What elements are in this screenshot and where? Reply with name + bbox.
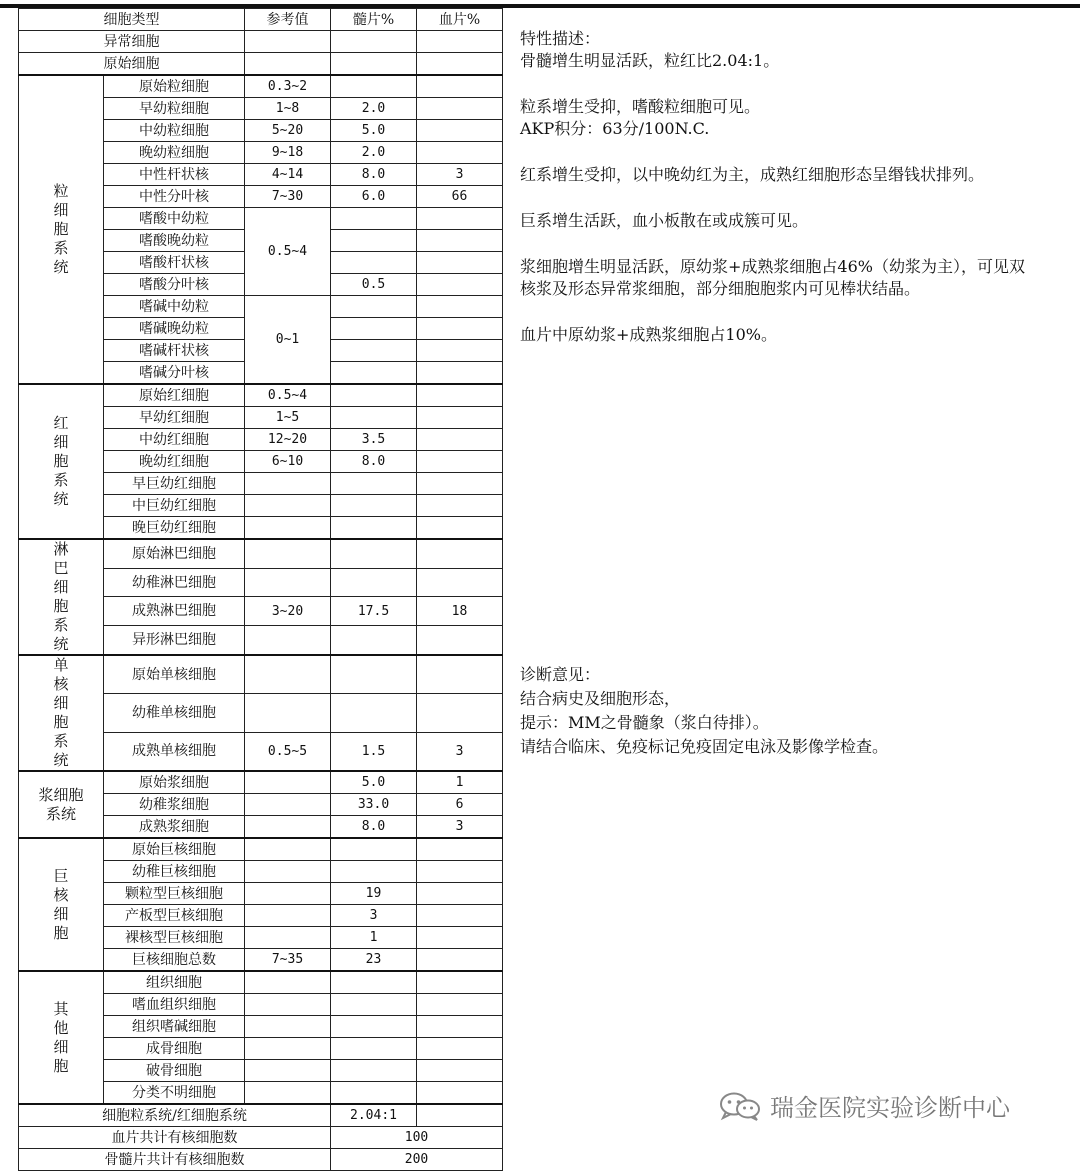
ref-cell: 0.3~2 [245, 75, 331, 98]
ref-cell: 12~20 [245, 429, 331, 451]
description-paragraph: 巨系增生活跃，血小板散在或成簇可见。 [520, 211, 809, 230]
blood-cell [417, 1016, 503, 1038]
blood-cell [417, 1038, 503, 1060]
ref-cell [245, 794, 331, 816]
blood-cell [417, 495, 503, 517]
row-label: 异形淋巴细胞 [104, 626, 245, 655]
row-label: 中性杆状核 [104, 164, 245, 186]
diagnosis-line: 结合病史及细胞形态， [520, 689, 681, 708]
ref-cell [245, 1060, 331, 1082]
marrow-cell [331, 473, 417, 495]
group-label [19, 771, 104, 838]
marrow-cell: 3.5 [331, 429, 417, 451]
group-label-text: 其他细胞 [53, 999, 69, 1075]
blood-cell: 6 [417, 794, 503, 816]
marrow-cell: 17.5 [331, 597, 417, 626]
row-label: 嗜酸中幼粒 [104, 208, 245, 230]
ref-cell: 5~20 [245, 120, 331, 142]
blood-cell [417, 838, 503, 861]
marrow-cell [331, 838, 417, 861]
header-cell-type: 细胞类型 [19, 9, 245, 31]
summary-value: 2.04:1 [331, 1104, 417, 1127]
blood-cell [417, 626, 503, 655]
ref-cell [245, 861, 331, 883]
marrow-cell: 23 [331, 949, 417, 972]
marrow-cell [331, 495, 417, 517]
marrow-cell [331, 971, 417, 994]
blood-cell [417, 362, 503, 385]
marrow-cell: 1 [331, 927, 417, 949]
row-label: 巨核细胞总数 [104, 949, 245, 972]
blood-cell [417, 274, 503, 296]
ref-cell: 1~8 [245, 98, 331, 120]
ref-cell [245, 927, 331, 949]
marrow-cell: 8.0 [331, 164, 417, 186]
ref-cell: 0.5~5 [245, 732, 331, 771]
blood-cell [417, 230, 503, 252]
ref-cell: 1~5 [245, 407, 331, 429]
table-row [19, 771, 503, 794]
marrow-cell [331, 1038, 417, 1060]
bone-marrow-table [18, 8, 503, 1171]
ref-cell [245, 539, 331, 568]
row-label: 嗜碱杆状核 [104, 340, 245, 362]
row-label: 原始粒细胞 [104, 75, 245, 98]
ref-cell [245, 517, 331, 540]
row-label: 嗜碱晚幼粒 [104, 318, 245, 340]
marrow-cell: 6.0 [331, 186, 417, 208]
marrow-cell [331, 568, 417, 597]
table-row [19, 31, 503, 53]
summary-value: 200 [331, 1149, 503, 1171]
row-label: 成熟浆细胞 [104, 816, 245, 839]
diagnosis-line: 请结合临床、免疫标记免疫固定电泳及影像学检查。 [520, 737, 889, 756]
marrow-cell [331, 75, 417, 98]
ref-cell [245, 31, 331, 53]
ref-cell: 7~35 [245, 949, 331, 972]
blood-cell: 66 [417, 186, 503, 208]
summary-row [19, 1104, 503, 1127]
ref-cell: 0~1 [245, 296, 331, 385]
row-label: 原始红细胞 [104, 384, 245, 407]
ref-cell [245, 994, 331, 1016]
row-label: 早巨幼红细胞 [104, 473, 245, 495]
blood-cell [417, 473, 503, 495]
blood-cell [417, 429, 503, 451]
row-label: 原始单核细胞 [104, 655, 245, 694]
row-label: 晚幼粒细胞 [104, 142, 245, 164]
row-label: 嗜血组织细胞 [104, 994, 245, 1016]
description-paragraph: 浆细胞增生明显活跃，原幼浆+成熟浆细胞占46%（幼浆为主），可见双核浆及形态异常浆细胞，部分细胞胞浆内可见棒状结晶。 [520, 257, 1025, 298]
marrow-cell: 8.0 [331, 816, 417, 839]
summary-row [19, 1127, 503, 1149]
group-label-text: 浆细胞系统 [38, 785, 84, 823]
marrow-cell [331, 1016, 417, 1038]
marrow-cell [331, 208, 417, 230]
row-label: 中巨幼红细胞 [104, 495, 245, 517]
diagnosis-section [520, 663, 1050, 759]
ref-cell [245, 473, 331, 495]
blood-cell [417, 407, 503, 429]
row-label: 幼稚巨核细胞 [104, 861, 245, 883]
table-row [19, 838, 503, 861]
marrow-cell [331, 230, 417, 252]
blood-cell: 1 [417, 771, 503, 794]
description-paragraph: 骨髓增生明显活跃，粒红比2.04:1。 [520, 51, 780, 70]
marrow-cell: 5.0 [331, 771, 417, 794]
ref-cell: 6~10 [245, 451, 331, 473]
ref-cell [245, 495, 331, 517]
header-blood: 血片% [417, 9, 503, 31]
blood-cell [417, 384, 503, 407]
marrow-cell [331, 53, 417, 76]
group-label [19, 384, 104, 539]
blood-cell: 3 [417, 732, 503, 771]
description-section [520, 28, 1040, 370]
wechat-icon [718, 1091, 762, 1121]
blood-cell [417, 208, 503, 230]
blood-cell [417, 75, 503, 98]
row-label: 幼稚淋巴细胞 [104, 568, 245, 597]
blood-cell [417, 340, 503, 362]
marrow-cell [331, 1082, 417, 1105]
row-label: 分类不明细胞 [104, 1082, 245, 1105]
blood-cell [417, 1060, 503, 1082]
marrow-cell [331, 655, 417, 694]
marrow-cell [331, 407, 417, 429]
blood-cell [417, 568, 503, 597]
blood-cell [417, 120, 503, 142]
marrow-cell [331, 539, 417, 568]
ref-cell: 0.5~4 [245, 208, 331, 296]
row-label: 晚幼红细胞 [104, 451, 245, 473]
blood-cell [417, 905, 503, 927]
ref-cell [245, 1082, 331, 1105]
blood-cell [417, 142, 503, 164]
blood-cell [417, 31, 503, 53]
marrow-cell [331, 1060, 417, 1082]
blood-cell [417, 883, 503, 905]
row-label: 原始浆细胞 [104, 771, 245, 794]
ref-cell: 3~20 [245, 597, 331, 626]
row-label: 幼稚单核细胞 [104, 694, 245, 732]
row-label: 幼稚浆细胞 [104, 794, 245, 816]
ref-cell [245, 1016, 331, 1038]
description-title: 特性描述： [520, 29, 601, 48]
row-label: 晚巨幼红细胞 [104, 517, 245, 540]
blood-cell [417, 971, 503, 994]
row-label: 裸核型巨核细胞 [104, 927, 245, 949]
marrow-cell: 2.0 [331, 142, 417, 164]
row-label: 原始淋巴细胞 [104, 539, 245, 568]
marrow-cell: 0.5 [331, 274, 417, 296]
group-label-text: 红细胞系统 [53, 414, 69, 508]
table-row [19, 384, 503, 407]
blood-cell [417, 1082, 503, 1105]
blood-cell [417, 927, 503, 949]
row-label: 嗜碱中幼粒 [104, 296, 245, 318]
watermark-text: 瑞金医院实验诊断中心 [770, 1094, 1010, 1122]
row-label: 中幼粒细胞 [104, 120, 245, 142]
row-label: 原始细胞 [19, 53, 245, 76]
ref-cell [245, 53, 331, 76]
blood-cell [417, 861, 503, 883]
row-label: 颗粒型巨核细胞 [104, 883, 245, 905]
group-label [19, 838, 104, 971]
marrow-cell [331, 994, 417, 1016]
row-label: 嗜酸杆状核 [104, 252, 245, 274]
blood-cell [417, 539, 503, 568]
row-label: 嗜酸晚幼粒 [104, 230, 245, 252]
ref-cell [245, 694, 331, 732]
marrow-cell [331, 340, 417, 362]
row-label: 早幼红细胞 [104, 407, 245, 429]
marrow-cell: 33.0 [331, 794, 417, 816]
ref-cell [245, 568, 331, 597]
marrow-cell [331, 31, 417, 53]
ref-cell [245, 883, 331, 905]
description-paragraph: 血片中原幼浆+成熟浆细胞占10%。 [520, 325, 777, 344]
group-label-text: 单核细胞系统 [53, 656, 69, 769]
blood-cell [417, 451, 503, 473]
row-label: 成熟淋巴细胞 [104, 597, 245, 626]
marrow-cell [331, 318, 417, 340]
marrow-cell [331, 252, 417, 274]
marrow-cell: 3 [331, 905, 417, 927]
marrow-cell [331, 296, 417, 318]
marrow-cell [331, 384, 417, 407]
group-label-text: 淋巴细胞系统 [53, 540, 69, 653]
ref-cell: 0.5~4 [245, 384, 331, 407]
marrow-cell: 1.5 [331, 732, 417, 771]
blood-cell [417, 655, 503, 694]
group-label-text: 粒细胞系统 [53, 182, 69, 276]
row-label: 破骨细胞 [104, 1060, 245, 1082]
ref-cell [245, 655, 331, 694]
blood-cell [417, 694, 503, 732]
marrow-cell [331, 517, 417, 540]
summary-empty [417, 1104, 503, 1127]
row-label: 嗜碱分叶核 [104, 362, 245, 385]
ref-cell [245, 838, 331, 861]
header-reference: 参考值 [245, 9, 331, 31]
table-row [19, 75, 503, 98]
ref-cell [245, 1038, 331, 1060]
summary-label: 骨髓片共计有核细胞数 [19, 1149, 331, 1171]
summary-row [19, 1149, 503, 1171]
group-label [19, 75, 104, 384]
marrow-cell: 19 [331, 883, 417, 905]
row-label: 早幼粒细胞 [104, 98, 245, 120]
summary-label: 血片共计有核细胞数 [19, 1127, 331, 1149]
row-label: 中性分叶核 [104, 186, 245, 208]
marrow-cell: 8.0 [331, 451, 417, 473]
description-paragraph: 红系增生受抑，以中晚幼红为主，成熟红细胞形态呈缗钱状排列。 [520, 165, 985, 184]
row-label: 产板型巨核细胞 [104, 905, 245, 927]
row-label: 中幼红细胞 [104, 429, 245, 451]
diagnosis-title: 诊断意见： [520, 665, 601, 684]
marrow-cell [331, 861, 417, 883]
table-row [19, 655, 503, 694]
row-label: 成熟单核细胞 [104, 732, 245, 771]
row-label: 异常细胞 [19, 31, 245, 53]
blood-cell [417, 252, 503, 274]
blood-cell [417, 517, 503, 540]
blood-cell [417, 98, 503, 120]
row-label: 组织细胞 [104, 971, 245, 994]
row-label: 组织嗜碱细胞 [104, 1016, 245, 1038]
blood-cell: 3 [417, 164, 503, 186]
group-label-text: 巨核细胞 [53, 866, 69, 942]
ref-cell: 7~30 [245, 186, 331, 208]
ref-cell [245, 626, 331, 655]
marrow-cell: 2.0 [331, 98, 417, 120]
blood-cell [417, 994, 503, 1016]
table-header-row [19, 9, 503, 31]
diagnosis-line: 提示：MM之骨髓象（浆白待排）。 [520, 713, 769, 732]
ref-cell [245, 771, 331, 794]
row-label: 原始巨核细胞 [104, 838, 245, 861]
description-paragraph: 粒系增生受抑，嗜酸粒细胞可见。 AKP积分：63分/100N.C. [520, 97, 761, 138]
blood-cell [417, 318, 503, 340]
ref-cell: 4~14 [245, 164, 331, 186]
marrow-cell [331, 626, 417, 655]
table-row [19, 539, 503, 568]
group-label [19, 655, 104, 771]
summary-value: 100 [331, 1127, 503, 1149]
ref-cell [245, 971, 331, 994]
blood-cell: 18 [417, 597, 503, 626]
blood-cell [417, 53, 503, 76]
header-marrow: 髓片% [331, 9, 417, 31]
blood-cell [417, 296, 503, 318]
marrow-cell [331, 694, 417, 732]
row-label: 成骨细胞 [104, 1038, 245, 1060]
marrow-cell [331, 362, 417, 385]
ref-cell: 9~18 [245, 142, 331, 164]
group-label [19, 971, 104, 1104]
summary-label: 细胞粒系统/红细胞系统 [19, 1104, 331, 1127]
row-label: 嗜酸分叶核 [104, 274, 245, 296]
ref-cell [245, 816, 331, 839]
table-row [19, 53, 503, 76]
blood-cell [417, 949, 503, 972]
ref-cell [245, 905, 331, 927]
marrow-cell: 5.0 [331, 120, 417, 142]
table-row [19, 971, 503, 994]
watermark [718, 1088, 1010, 1123]
group-label [19, 539, 104, 655]
blood-cell: 3 [417, 816, 503, 839]
